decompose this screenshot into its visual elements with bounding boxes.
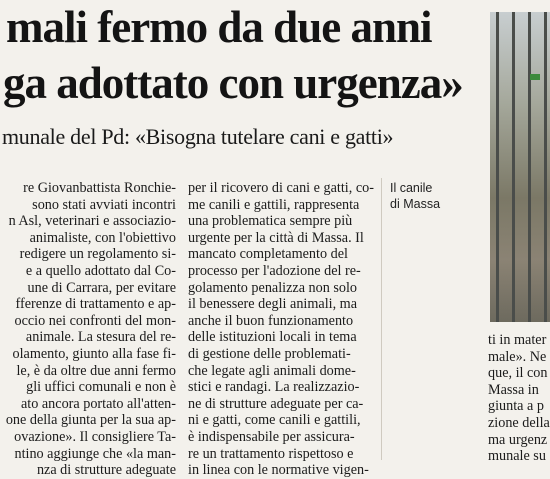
article-column-2: [188, 180, 374, 479]
text-line: ni e gatti, come canili e gattili,: [188, 412, 361, 429]
fence-bar: [528, 12, 531, 322]
fence-bar: [496, 12, 499, 322]
text-line: animale. La stesura del re-: [25, 329, 176, 346]
text-line: ato ancora portato all'atten-: [21, 395, 176, 412]
text-line: une di Carrara, per evitare: [27, 279, 176, 296]
text-line: delle istituzioni locali in tema: [188, 329, 357, 346]
headline-line-2: ga adottato con urgenza»: [3, 58, 463, 108]
text-line: il benessere degli animali, ma: [188, 296, 358, 313]
text-line: fferenze di trattamento e ap-: [15, 296, 176, 313]
subheadline: munale del Pd: «Bisogna tutelare cani e gatti»: [2, 124, 394, 149]
headline-line-1: mali fermo da due anni: [6, 2, 432, 52]
text-line: re un trattamento rispettoso e: [188, 445, 354, 462]
text-line: ne di strutture adeguate per ca-: [188, 395, 364, 412]
text-line: occio nei confronti del mon-: [14, 312, 176, 329]
green-sign: [530, 74, 540, 80]
kennel-photo: [490, 12, 550, 322]
fence-bar: [512, 12, 515, 322]
text-line: per il ricovero di cani e gatti, co-: [188, 180, 374, 196]
caption-line-2: di Massa: [390, 197, 441, 211]
text-line: è indispensabile per assicura-: [188, 428, 355, 445]
text-line: re Giovanbattista Ronchie-: [23, 180, 176, 196]
article-column-1: [0, 180, 176, 479]
column-divider: [381, 178, 382, 460]
fence-bar: [544, 12, 547, 322]
text-line: una problematica sempre più: [188, 213, 353, 230]
text-line: one della giunta per la sua ap-: [5, 412, 176, 429]
text-line: urgente per la città di Massa. Il: [188, 229, 364, 246]
text-line: gli uffici comunali e non è: [26, 379, 176, 396]
text-line: n Asl, veterinari e associazio-: [8, 213, 176, 230]
text-line: di gestione delle problemati-: [188, 345, 351, 362]
text-line: ma urgenz: [488, 431, 548, 448]
text-line: processo per l'adozione del re-: [188, 262, 361, 279]
photo-caption: [390, 180, 470, 212]
text-line: che legate agli animali dome-: [188, 362, 356, 379]
text-line: anche il buon funzionamento: [188, 312, 354, 329]
text-line: que, il con: [488, 365, 548, 382]
text-line: golamento penalizza non solo: [188, 279, 358, 296]
caption-line-1: Il canile: [390, 181, 433, 195]
text-line: zione della: [488, 414, 550, 431]
text-line: ntino aggiunge che «la man-: [14, 445, 176, 462]
text-line: stici e randagi. La realizzazio-: [188, 379, 360, 396]
text-line: ti in mater: [488, 332, 547, 348]
text-line: giunta a p: [488, 398, 544, 415]
text-line: nza di strutture adeguate: [36, 462, 176, 479]
text-line: male». Ne: [488, 348, 547, 365]
text-line: e a quello adottato dal Co-: [25, 262, 176, 279]
text-line: le, è da oltre due anni fermo: [16, 362, 176, 379]
text-line: munale su: [488, 448, 546, 465]
text-line: Massa in: [488, 381, 539, 398]
text-line: mancato completamento del: [188, 246, 348, 263]
text-line: olamento, giunto alla fase fi-: [12, 345, 176, 362]
text-line: sono stati avviati incontri: [32, 196, 176, 213]
text-line: in linea con le normative vigen-: [188, 462, 369, 479]
article-column-3: [488, 332, 550, 465]
text-line: animaliste, con l'obiettivo: [29, 229, 176, 246]
text-line: me canili e gattili, rappresenta: [188, 196, 360, 213]
text-line: redigere un regolamento si-: [19, 246, 176, 263]
text-line: ovazione». Il consigliere Ta-: [14, 428, 176, 445]
